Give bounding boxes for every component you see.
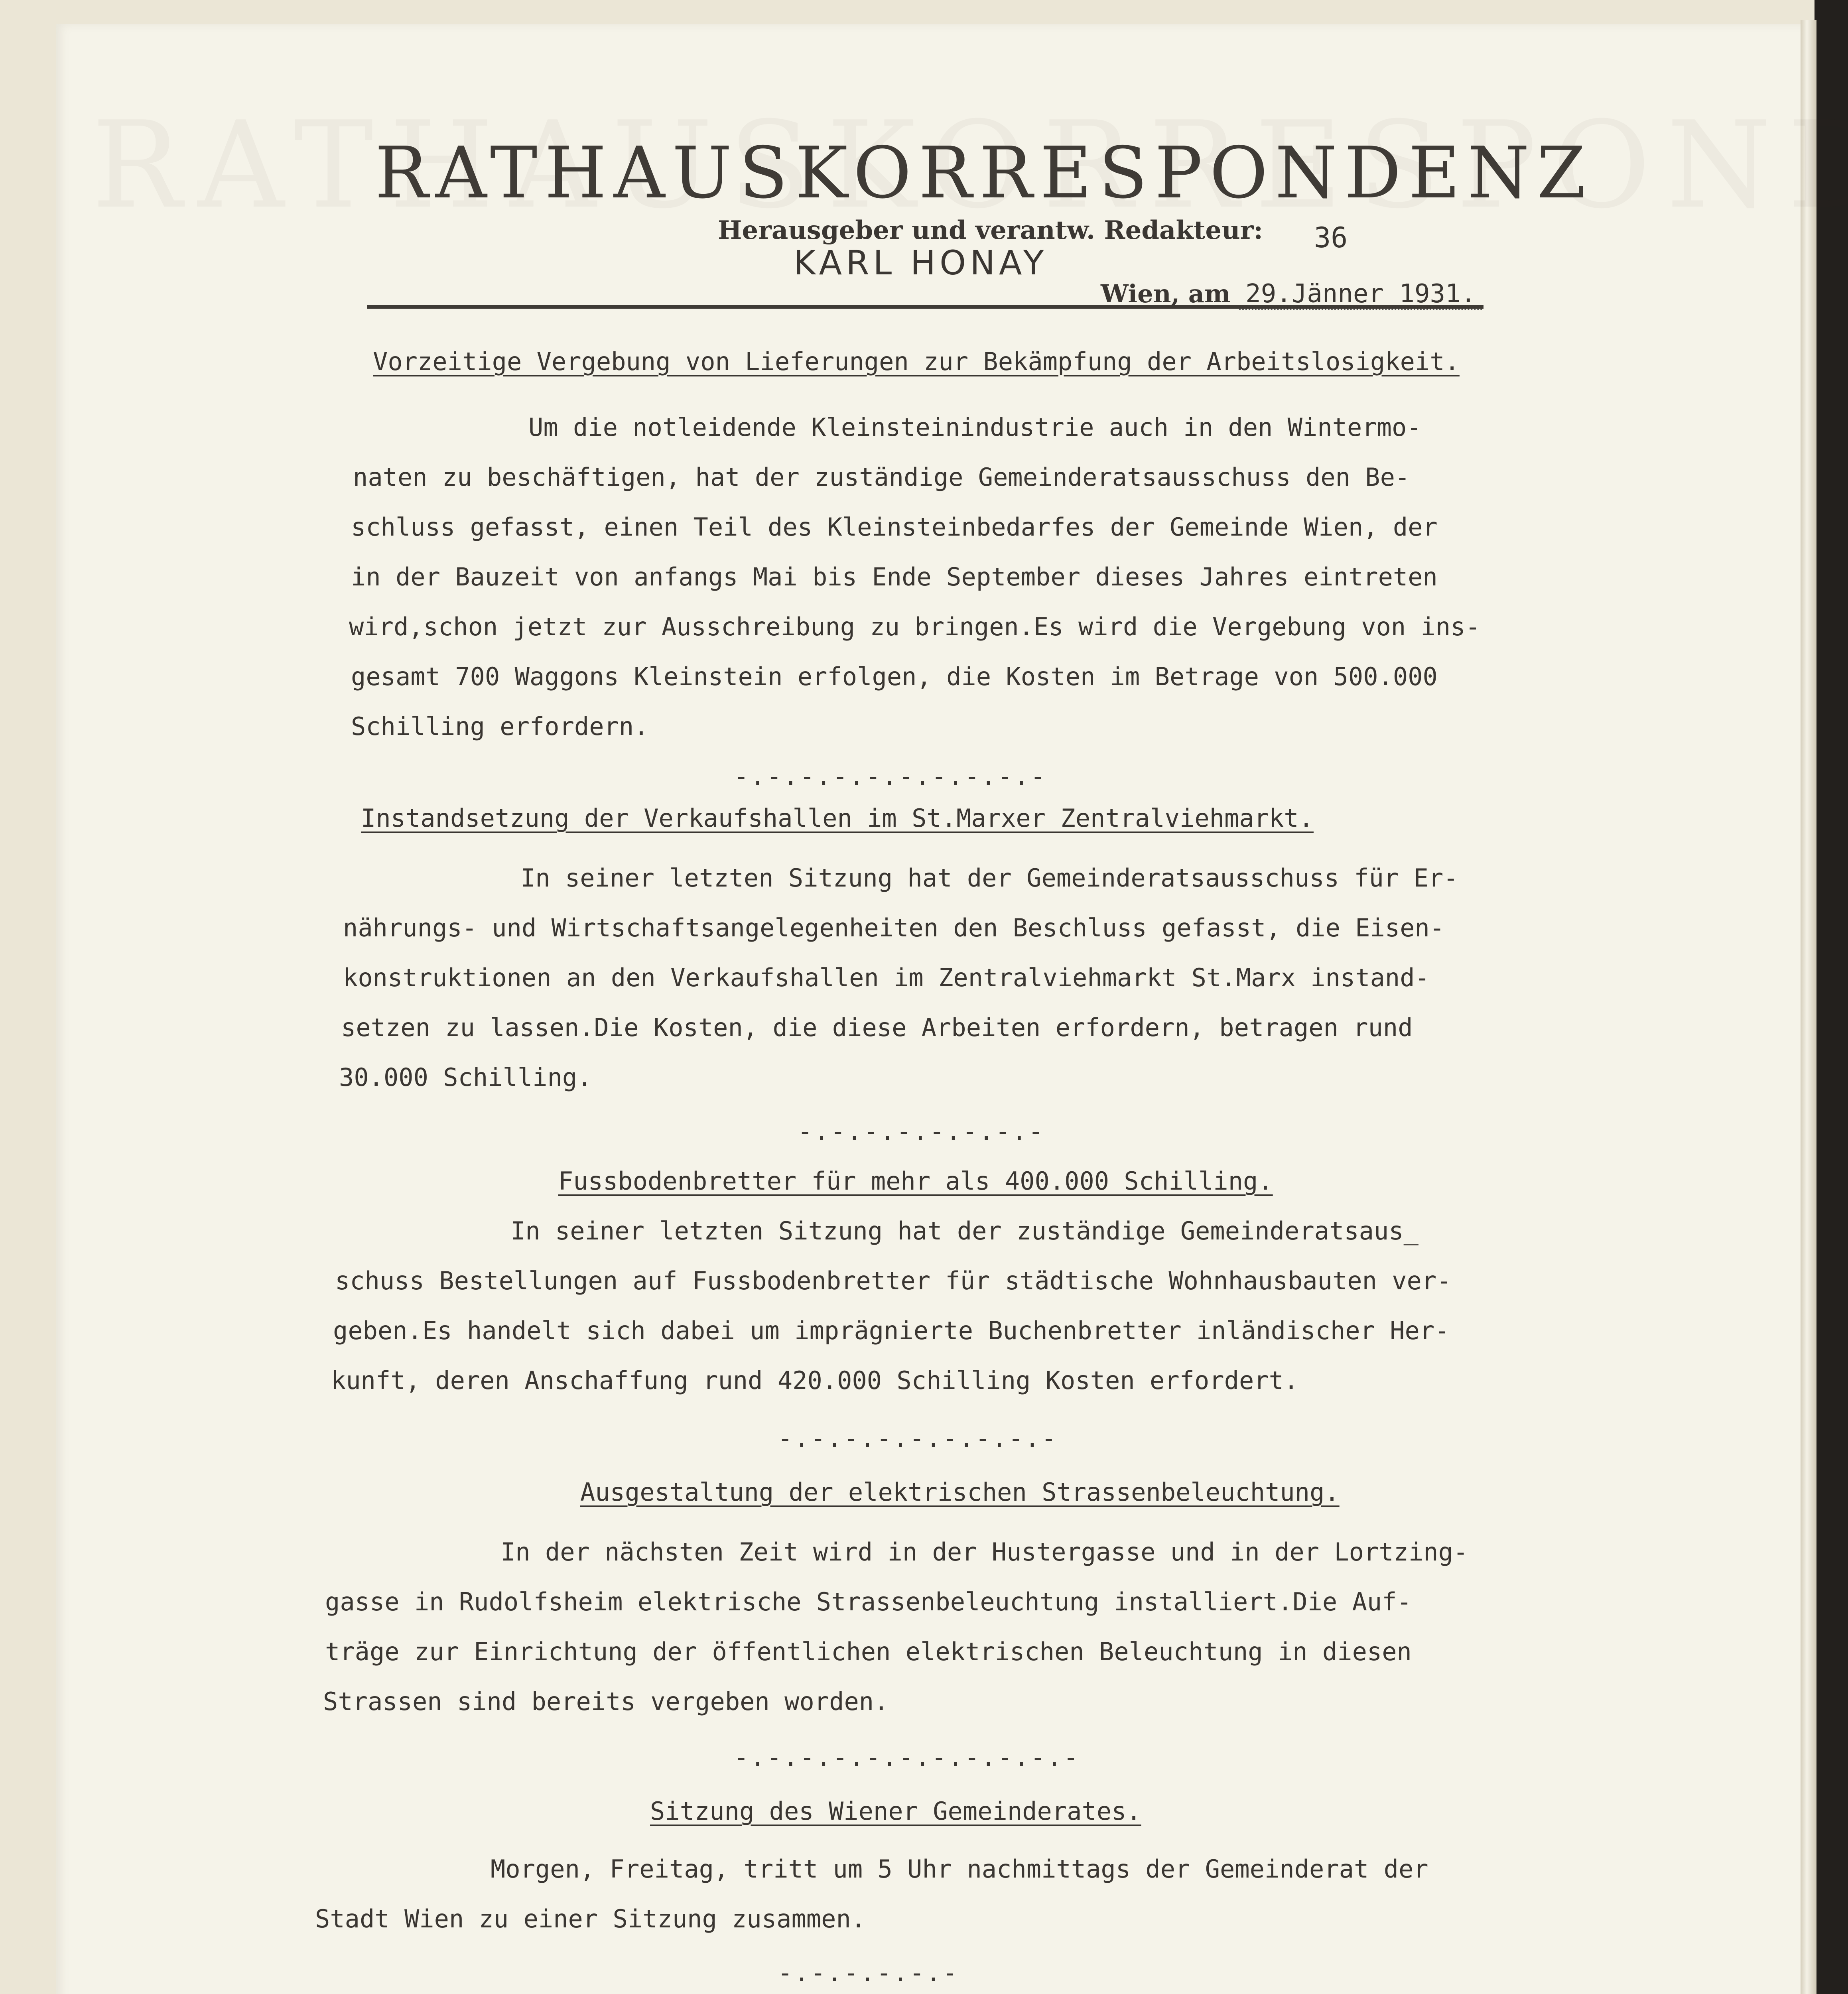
article-heading: Sitzung des Wiener Gemeinderates.: [650, 1797, 1141, 1826]
section-separator: -.-.-.-.-.-.-.-.-: [778, 1424, 1058, 1453]
article-line: träge zur Einrichtung der öffentlichen elektrischen Beleuchtung in diesen: [325, 1637, 1412, 1666]
section-separator: -.-.-.-.-.-: [778, 1958, 959, 1987]
article-line: nährungs- und Wirtschaftsangelegenheiten den Beschluss gefasst, die Eisen-: [343, 913, 1445, 942]
section-separator: -.-.-.-.-.-.-.-.-.-.-: [734, 1743, 1080, 1772]
issue-number: 36: [1314, 221, 1348, 254]
article-line: naten zu beschäftigen, hat der zuständige Gemeinderatsausschuss den Be-: [353, 463, 1410, 492]
article-heading: Vorzeitige Vergebung von Lieferungen zur Bekämpfung der Arbeitslosigkeit.: [373, 347, 1460, 376]
article-line: wird,schon jetzt zur Ausschreibung zu bringen.Es wird die Vergebung von ins-: [349, 612, 1480, 641]
section-separator: -.-.-.-.-.-.-.-: [798, 1117, 1045, 1146]
date-prefix: Wien, am: [1101, 279, 1231, 308]
article-line: kunft, deren Anschaffung rund 420.000 Schilling Kosten erfordert.: [331, 1366, 1299, 1395]
editor-label: Herausgeber und verantw. Redakteur:: [718, 215, 1263, 245]
article-line: Strassen sind bereits vergeben worden.: [323, 1687, 889, 1716]
article-line: In der nächsten Zeit wird in der Hustergasse und in der Lortzing-: [500, 1537, 1468, 1566]
article-heading: Ausgestaltung der elektrischen Strassenbeleuchtung.: [580, 1478, 1340, 1507]
editor-name: KARL HONAY: [794, 243, 1048, 282]
article-line: schuss Bestellungen auf Fussbodenbretter für städtische Wohnhausbauten ver-: [335, 1266, 1452, 1295]
date-value: 29.Jänner 1931.: [1239, 279, 1482, 310]
article-line: konstruktionen an den Verkaufshallen im Zentralviehmarkt St.Marx instand-: [343, 963, 1430, 992]
article-line: setzen zu lassen.Die Kosten, die diese Arbeiten erfordern, betragen rund: [341, 1013, 1413, 1042]
article-heading: Fussbodenbretter für mehr als 400.000 Schilling.: [558, 1166, 1273, 1196]
article-line: 30.000 Schilling.: [339, 1063, 592, 1092]
article-line: In seiner letzten Sitzung hat der Gemeinderatsausschuss für Er-: [520, 863, 1458, 893]
article-line: gesamt 700 Waggons Kleinstein erfolgen, die Kosten im Betrage von 500.000: [351, 662, 1438, 691]
article-line: schluss gefasst, einen Teil des Kleinsteinbedarfes der Gemeinde Wien, der: [351, 512, 1438, 542]
article-line: gasse in Rudolfsheim elektrische Strassenbeleuchtung installiert.Die Auf-: [325, 1587, 1412, 1616]
article-heading: Instandsetzung der Verkaufshallen im St.Marxer Zentralviehmarkt.: [361, 804, 1314, 833]
article-line: Um die notleidende Kleinsteinindustrie auch in den Wintermo-: [528, 413, 1422, 442]
article-line: Morgen, Freitag, tritt um 5 Uhr nachmittags der Gemeinderat der: [491, 1854, 1428, 1884]
article-line: Schilling erfordern.: [351, 712, 649, 741]
article-line: Stadt Wien zu einer Sitzung zusammen.: [315, 1904, 866, 1933]
article-line: In seiner letzten Sitzung hat der zuständige Gemeinderatsaus_: [510, 1216, 1419, 1245]
section-separator: -.-.-.-.-.-.-.-.-.-: [734, 762, 1047, 791]
article-line: geben.Es handelt sich dabei um imprägnierte Buchenbretter inländischer Her-: [333, 1316, 1450, 1345]
article-line: in der Bauzeit von anfangs Mai bis Ende September dieses Jahres eintreten: [351, 562, 1438, 591]
masthead-title: RATHAUSKORRESPONDENZ: [375, 132, 1593, 214]
